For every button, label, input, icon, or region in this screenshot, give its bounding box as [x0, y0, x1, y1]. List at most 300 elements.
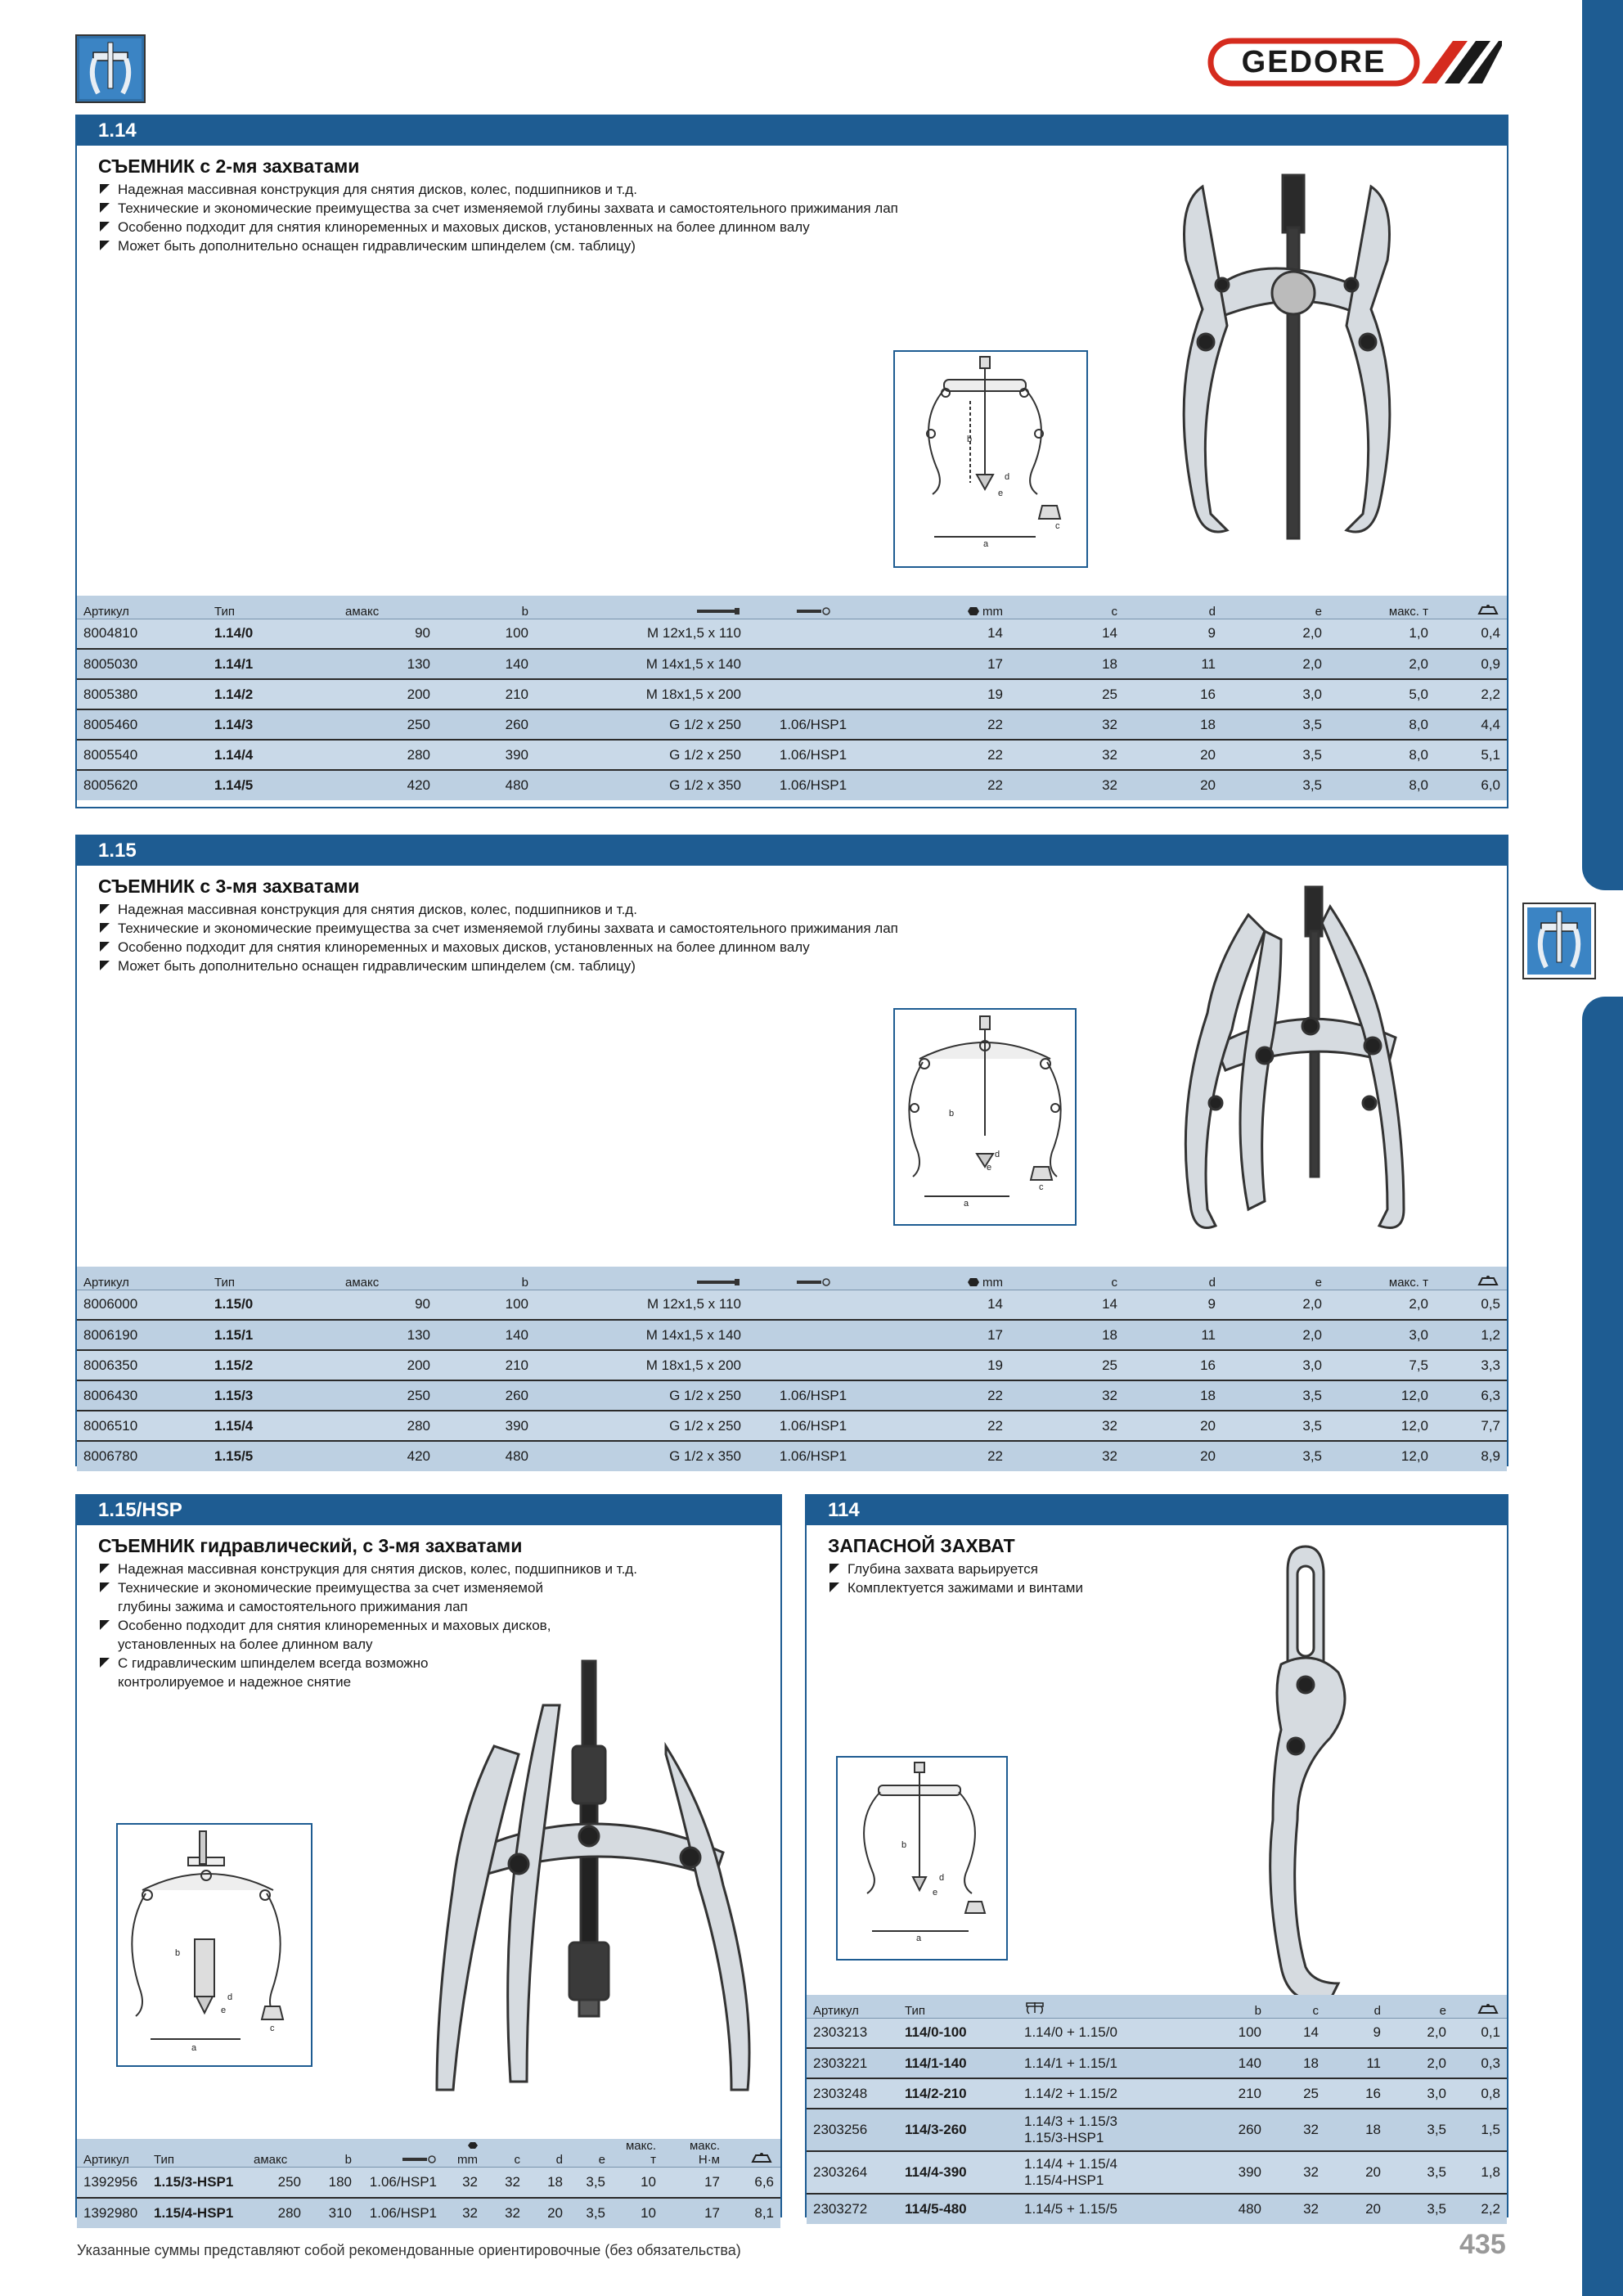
cell-c: 32: [1268, 2194, 1325, 2224]
cell-fits: 1.14/5 + 1.15/5: [1018, 2194, 1191, 2224]
weight-icon: [726, 2139, 780, 2168]
cell-weight: 6,6: [726, 2168, 780, 2198]
feature-item: Технические и экономические преимущества за счет изменяемой глубины захвата и самостоятельного прижимания лап: [98, 199, 898, 218]
cell-c: 32: [1268, 2151, 1325, 2194]
cell-b: 100: [437, 1290, 535, 1320]
feature-item: С гидравлическим шпинделем всегда возможно контролируемое и надежное снятие: [98, 1654, 637, 1691]
cell-b: 390: [437, 1411, 535, 1441]
table-row: [807, 2018, 1507, 2048]
cell-hyd: 1.06/HSP1: [358, 2198, 443, 2228]
cell-max-t: 1,0: [1329, 619, 1435, 649]
feature-item: Особенно подходит для снятия клиноременных и маховых дисков, установленных на более длинном валу: [98, 218, 898, 236]
fits-puller-icon: [1018, 1995, 1191, 2018]
cell-c: 14: [1009, 619, 1124, 649]
svg-text:e: e: [987, 1163, 992, 1173]
col-e: e: [1315, 604, 1322, 619]
col-c: c: [514, 2153, 520, 2167]
cell-type: 114/2-210: [898, 2078, 1018, 2109]
spindle-icon: [535, 596, 748, 619]
svg-text:d: d: [227, 1992, 233, 2002]
svg-text:a: a: [964, 1199, 969, 1209]
cell-type: 1.15/3: [208, 1380, 339, 1411]
svg-text:c: c: [1055, 521, 1060, 531]
cell-hyd: [748, 649, 879, 679]
cell-b: 310: [308, 2198, 358, 2228]
cell-e: 2,0: [1387, 2018, 1453, 2048]
cell-article: 8005620: [77, 770, 208, 800]
cell-d: 11: [1124, 1320, 1222, 1350]
cell-max-t: 8,0: [1329, 770, 1435, 800]
cell-a: 280: [247, 2198, 308, 2228]
svg-text:b: b: [967, 434, 973, 444]
cell-b: 260: [1191, 2109, 1268, 2151]
footer-note: Указанные суммы представляют собой рекомендованные ориентировочные (без обязательства): [77, 2242, 741, 2258]
col-b: b: [521, 604, 528, 619]
cell-type: 114/0-100: [898, 2018, 1018, 2048]
cell-max-t: 10: [612, 2168, 663, 2198]
cell-c: 32: [484, 2168, 527, 2198]
col-max-t: макс. т: [1388, 1275, 1428, 1290]
cell-d: 20: [1124, 1411, 1222, 1441]
cell-weight: 7,7: [1435, 1411, 1507, 1441]
col-b: b: [521, 1275, 528, 1290]
cell-a: 130: [339, 649, 437, 679]
cell-article: 2303248: [807, 2078, 898, 2109]
cell-d: 9: [1124, 619, 1222, 649]
cell-b: 390: [1191, 2151, 1268, 2194]
cell-c: 32: [484, 2198, 527, 2228]
cell-b: 210: [437, 679, 535, 709]
side-tab-bottom: [1582, 997, 1623, 2296]
section-number: 1.14: [77, 116, 1507, 146]
cell-article: 8006350: [77, 1350, 208, 1380]
col-a-max: aмакс: [345, 1275, 380, 1290]
feature-item: Может быть дополнительно оснащен гидравлическим шпинделем (см. таблицу): [98, 957, 898, 975]
cell-hex: 32: [443, 2198, 484, 2228]
cell-weight: 0,3: [1453, 2048, 1507, 2078]
cell-a: 130: [339, 1320, 437, 1350]
cell-type: 1.15/2: [208, 1350, 339, 1380]
feature-list: [98, 900, 898, 975]
cell-c: 18: [1009, 649, 1124, 679]
cell-e: 3,5: [1222, 770, 1329, 800]
cell-d: 18: [1124, 709, 1222, 740]
cell-b: 480: [1191, 2194, 1268, 2224]
product-photo: [1178, 170, 1396, 628]
cell-max-t: 12,0: [1329, 1411, 1435, 1441]
section-number: 114: [807, 1496, 1507, 1525]
cell-d: 18: [1325, 2109, 1387, 2151]
cell-c: 32: [1009, 709, 1124, 740]
cell-hex: 22: [879, 1441, 1009, 1471]
cell-c: 25: [1268, 2078, 1325, 2109]
cell-type: 1.14/3: [208, 709, 339, 740]
cell-hex: 14: [879, 619, 1009, 649]
cell-type: 1.15/0: [208, 1290, 339, 1320]
cell-article: 8006510: [77, 1411, 208, 1441]
cell-hex: 19: [879, 679, 1009, 709]
cell-article: 8005380: [77, 679, 208, 709]
cell-hex: 17: [879, 1320, 1009, 1350]
table-row: [77, 1441, 1507, 1471]
col-type: Тип: [154, 2153, 175, 2167]
cell-e: 2,0: [1222, 1320, 1329, 1350]
product-photo: [420, 1656, 764, 2098]
cell-hyd: [748, 1320, 879, 1350]
cell-type: 1.14/5: [208, 770, 339, 800]
table-row: [77, 2168, 780, 2198]
cell-b: 210: [1191, 2078, 1268, 2109]
cell-hyd: 1.06/HSP1: [748, 770, 879, 800]
technical-diagram: [116, 1823, 312, 2067]
cell-hex: 17: [879, 649, 1009, 679]
cell-type: 1.15/3-HSP1: [147, 2168, 247, 2198]
cell-max-t: 2,0: [1329, 1290, 1435, 1320]
cell-spindle: G 1/2 x 250: [535, 1380, 748, 1411]
cell-d: 9: [1325, 2018, 1387, 2048]
cell-d: 9: [1124, 1290, 1222, 1320]
cell-a: 90: [339, 619, 437, 649]
feature-item: Надежная массивная конструкция для снятия дисков, колес, подшипников и т.д.: [98, 900, 898, 919]
table-row: [77, 1320, 1507, 1350]
col-e: e: [1315, 1275, 1322, 1290]
cell-c: 32: [1009, 1411, 1124, 1441]
col-e: e: [598, 2153, 605, 2167]
cell-hyd: [748, 679, 879, 709]
cell-e: 3,5: [1387, 2109, 1453, 2151]
spec-table: [77, 2139, 780, 2228]
cell-a: 200: [339, 1350, 437, 1380]
cell-hyd: 1.06/HSP1: [748, 1441, 879, 1471]
cell-c: 18: [1268, 2048, 1325, 2078]
table-header: [77, 2139, 780, 2168]
cell-c: 32: [1009, 740, 1124, 770]
cell-a: 200: [339, 679, 437, 709]
cell-d: 16: [1124, 679, 1222, 709]
table-row: [77, 1290, 1507, 1320]
cell-hyd: 1.06/HSP1: [748, 740, 879, 770]
cell-d: 20: [1124, 770, 1222, 800]
weight-icon: [1453, 1995, 1507, 2018]
svg-text:e: e: [221, 2006, 227, 2015]
section-1-14: [75, 115, 1508, 808]
cell-max-t: 8,0: [1329, 709, 1435, 740]
svg-text:c: c: [270, 2024, 275, 2033]
cell-e: 2,0: [1222, 649, 1329, 679]
col-d: d: [1208, 1275, 1216, 1290]
cell-hex: 22: [879, 770, 1009, 800]
table-header: [807, 1995, 1507, 2018]
hydraulic-spindle-icon: [748, 596, 879, 619]
table-header: [77, 596, 1507, 619]
cell-max-t: 12,0: [1329, 1380, 1435, 1411]
table-row: [77, 1380, 1507, 1411]
svg-text:a: a: [916, 1934, 922, 1943]
cell-article: 2303264: [807, 2151, 898, 2194]
cell-c: 14: [1268, 2018, 1325, 2048]
cell-c: 25: [1009, 679, 1124, 709]
unit-mm: mm: [982, 604, 1003, 619]
table-row: [77, 2198, 780, 2228]
spec-table: [77, 596, 1507, 800]
cell-d: 20: [1325, 2194, 1387, 2224]
feature-item: Комплектуется зажимами и винтами: [828, 1578, 1083, 1597]
svg-text:d: d: [939, 1873, 945, 1883]
svg-text:a: a: [191, 2043, 197, 2053]
cell-e: 3,0: [1222, 1350, 1329, 1380]
feature-item: Может быть дополнительно оснащен гидравлическим шпинделем (см. таблицу): [98, 236, 898, 255]
cell-spindle: G 1/2 x 250: [535, 709, 748, 740]
table-row: [807, 2151, 1507, 2194]
cell-d: 11: [1325, 2048, 1387, 2078]
cell-hex: 22: [879, 1411, 1009, 1441]
svg-text:GEDORE: GEDORE: [1241, 45, 1387, 79]
cell-weight: 6,0: [1435, 770, 1507, 800]
cell-spindle: M 12x1,5 x 110: [535, 1290, 748, 1320]
cell-a: 280: [339, 740, 437, 770]
cell-type: 1.15/4-HSP1: [147, 2198, 247, 2228]
cell-fits: 1.14/0 + 1.15/0: [1018, 2018, 1191, 2048]
cell-hyd: 1.06/HSP1: [358, 2168, 443, 2198]
unit-mm: mm: [982, 1275, 1003, 1290]
table-row: [77, 770, 1507, 800]
cell-d: 16: [1325, 2078, 1387, 2109]
cell-c: 32: [1268, 2109, 1325, 2151]
cell-b: 480: [437, 770, 535, 800]
cell-article: 8005460: [77, 709, 208, 740]
cell-b: 180: [308, 2168, 358, 2198]
table-header: [77, 1267, 1507, 1290]
cell-spindle: G 1/2 x 250: [535, 1411, 748, 1441]
cell-type: 1.14/4: [208, 740, 339, 770]
cell-c: 32: [1009, 1380, 1124, 1411]
table-row: [807, 2048, 1507, 2078]
col-hex-mm: [879, 1267, 1009, 1290]
table-row: [807, 2078, 1507, 2109]
cell-article: 8006190: [77, 1320, 208, 1350]
svg-text:d: d: [1005, 472, 1010, 482]
svg-text:d: d: [995, 1150, 1000, 1159]
col-nm: макс. Н·м: [689, 2139, 720, 2167]
feature-item: Технические и экономические преимущества за счет изменяемой глубины зажима и самостоятельного прижимания лап: [98, 1578, 637, 1616]
weight-icon: [1435, 1267, 1507, 1290]
svg-text:b: b: [901, 1840, 907, 1850]
cell-hex: 32: [443, 2168, 484, 2198]
feature-item: Надежная массивная конструкция для снятия дисков, колес, подшипников и т.д.: [98, 1560, 637, 1578]
cell-fits: 1.14/2 + 1.15/2: [1018, 2078, 1191, 2109]
cell-spindle: M 18x1,5 x 200: [535, 679, 748, 709]
cell-e: 2,0: [1387, 2048, 1453, 2078]
table-row: [77, 1350, 1507, 1380]
product-photo: [1167, 882, 1428, 1267]
svg-text:e: e: [998, 488, 1004, 498]
hydraulic-spindle-icon: [358, 2139, 443, 2168]
cell-weight: 5,1: [1435, 740, 1507, 770]
col-d: d: [555, 2153, 563, 2167]
cell-d: 16: [1124, 1350, 1222, 1380]
cell-max-t: 12,0: [1329, 1441, 1435, 1471]
cell-type: 1.15/5: [208, 1441, 339, 1471]
cell-type: 114/3-260: [898, 2109, 1018, 2151]
cell-b: 260: [437, 1380, 535, 1411]
col-article: Артикул: [83, 604, 129, 619]
col-b: b: [1254, 2003, 1261, 2018]
cell-weight: 2,2: [1435, 679, 1507, 709]
table-row: [77, 709, 1507, 740]
cell-b: 390: [437, 740, 535, 770]
col-max-t: макс. т: [625, 2139, 656, 2167]
col-hex-mm: [879, 596, 1009, 619]
cell-e: 2,0: [1222, 1290, 1329, 1320]
col-hex-mm: [443, 2139, 484, 2168]
cell-d: 20: [1124, 740, 1222, 770]
cell-article: 8004810: [77, 619, 208, 649]
cell-max-t: 8,0: [1329, 740, 1435, 770]
cell-b: 140: [437, 1320, 535, 1350]
table-row: [77, 740, 1507, 770]
feature-item: Технические и экономические преимущества за счет изменяемой глубины захвата и самостоятельного прижимания лап: [98, 919, 898, 938]
cell-article: 2303256: [807, 2109, 898, 2151]
table-row: [77, 1411, 1507, 1441]
cell-weight: 6,3: [1435, 1380, 1507, 1411]
cell-e: 3,5: [1222, 740, 1329, 770]
cell-weight: 8,9: [1435, 1441, 1507, 1471]
cell-type: 1.15/1: [208, 1320, 339, 1350]
cell-b: 100: [1191, 2018, 1268, 2048]
cell-b: 210: [437, 1350, 535, 1380]
cell-article: 2303213: [807, 2018, 898, 2048]
cell-type: 1.15/4: [208, 1411, 339, 1441]
cell-hex: 14: [879, 1290, 1009, 1320]
cell-b: 140: [1191, 2048, 1268, 2078]
cell-max-t: 5,0: [1329, 679, 1435, 709]
col-a-max: aмакс: [254, 2153, 288, 2167]
cell-e: 3,0: [1222, 679, 1329, 709]
cell-hyd: 1.06/HSP1: [748, 1411, 879, 1441]
cell-hyd: 1.06/HSP1: [748, 1380, 879, 1411]
col-e: e: [1439, 2003, 1446, 2018]
cell-spindle: M 18x1,5 x 200: [535, 1350, 748, 1380]
section-114-spare-jaw: [805, 1494, 1508, 2217]
cell-b: 480: [437, 1441, 535, 1471]
cell-article: 8005030: [77, 649, 208, 679]
hydraulic-spindle-icon: [748, 1267, 879, 1290]
cell-type: 1.14/1: [208, 649, 339, 679]
technical-diagram: [893, 1008, 1077, 1226]
cell-weight: 0,5: [1435, 1290, 1507, 1320]
cell-max-t: 7,5: [1329, 1350, 1435, 1380]
cell-article: 8006780: [77, 1441, 208, 1471]
feature-list: [98, 180, 898, 255]
cell-hex: 22: [879, 1380, 1009, 1411]
page-number: 435: [1459, 2229, 1506, 2260]
col-b: b: [344, 2153, 352, 2167]
cell-b: 260: [437, 709, 535, 740]
table-row: [807, 2194, 1507, 2224]
table-row: [77, 649, 1507, 679]
section-1-15-hsp: [75, 1494, 782, 2221]
cell-type: 114/1-140: [898, 2048, 1018, 2078]
cell-weight: 4,4: [1435, 709, 1507, 740]
cell-d: 18: [527, 2168, 569, 2198]
table-row: [77, 679, 1507, 709]
cell-hyd: [748, 1350, 879, 1380]
cell-a: 420: [339, 770, 437, 800]
cell-hex: 22: [879, 709, 1009, 740]
cell-e: 3,5: [1222, 1411, 1329, 1441]
product-photo: [1248, 1542, 1371, 2008]
section-title: СЪЕМНИК с 3-мя захватами: [98, 876, 360, 897]
cell-weight: 2,2: [1453, 2194, 1507, 2224]
cell-weight: 3,3: [1435, 1350, 1507, 1380]
weight-icon: [1435, 596, 1507, 619]
cell-c: 32: [1009, 770, 1124, 800]
table-row: [77, 619, 1507, 649]
col-article: Артикул: [813, 2003, 859, 2018]
cell-e: 3,5: [1222, 1441, 1329, 1471]
feature-item: Особенно подходит для снятия клиноременных и маховых дисков, установленных на более длинном валу: [98, 938, 898, 957]
table-row: [807, 2109, 1507, 2151]
cell-hyd: [748, 619, 879, 649]
cell-max-t: 2,0: [1329, 649, 1435, 679]
cell-fits: 1.14/3 + 1.15/3 1.15/3-HSP1: [1018, 2109, 1191, 2151]
cell-e: 2,0: [1222, 619, 1329, 649]
svg-text:b: b: [175, 1948, 181, 1958]
cell-spindle: G 1/2 x 350: [535, 770, 748, 800]
svg-text:e: e: [933, 1888, 938, 1898]
col-a-max: aмакс: [345, 604, 380, 619]
col-article: Артикул: [83, 1275, 129, 1290]
cell-hyd: 1.06/HSP1: [748, 709, 879, 740]
cell-c: 32: [1009, 1441, 1124, 1471]
cell-spindle: M 14x1,5 x 140: [535, 649, 748, 679]
cell-c: 18: [1009, 1320, 1124, 1350]
spindle-icon: [535, 1267, 748, 1290]
section-number: 1.15/HSP: [77, 1496, 780, 1525]
puller-icon: [75, 34, 146, 103]
cell-e: 3,5: [1222, 709, 1329, 740]
svg-text:a: a: [983, 539, 989, 549]
cell-type: 1.14/2: [208, 679, 339, 709]
side-tab-top: [1582, 0, 1623, 890]
cell-weight: 0,9: [1435, 649, 1507, 679]
cell-spindle: M 14x1,5 x 140: [535, 1320, 748, 1350]
cell-type: 1.14/0: [208, 619, 339, 649]
cell-e: 3,5: [1387, 2194, 1453, 2224]
cell-c: 25: [1009, 1350, 1124, 1380]
cell-c: 14: [1009, 1290, 1124, 1320]
cell-max-t: 3,0: [1329, 1320, 1435, 1350]
cell-d: 18: [1124, 1380, 1222, 1411]
col-type: Тип: [214, 604, 236, 619]
cell-article: 8006000: [77, 1290, 208, 1320]
cell-spindle: M 12x1,5 x 110: [535, 619, 748, 649]
technical-diagram: [893, 350, 1088, 568]
cell-spindle: G 1/2 x 250: [535, 740, 748, 770]
cell-a: 280: [339, 1411, 437, 1441]
col-d: d: [1373, 2003, 1381, 2018]
cell-max-t: 10: [612, 2198, 663, 2228]
feature-list: [828, 1560, 1083, 1597]
feature-item: Надежная массивная конструкция для снятия дисков, колес, подшипников и т.д.: [98, 180, 898, 199]
cell-type: 114/4-390: [898, 2151, 1018, 2194]
cell-article: 2303221: [807, 2048, 898, 2078]
feature-item: Глубина захвата варьируется: [828, 1560, 1083, 1578]
cell-article: 1392956: [77, 2168, 147, 2198]
cell-article: 1392980: [77, 2198, 147, 2228]
cell-weight: 0,1: [1453, 2018, 1507, 2048]
unit-mm: mm: [457, 2153, 478, 2167]
